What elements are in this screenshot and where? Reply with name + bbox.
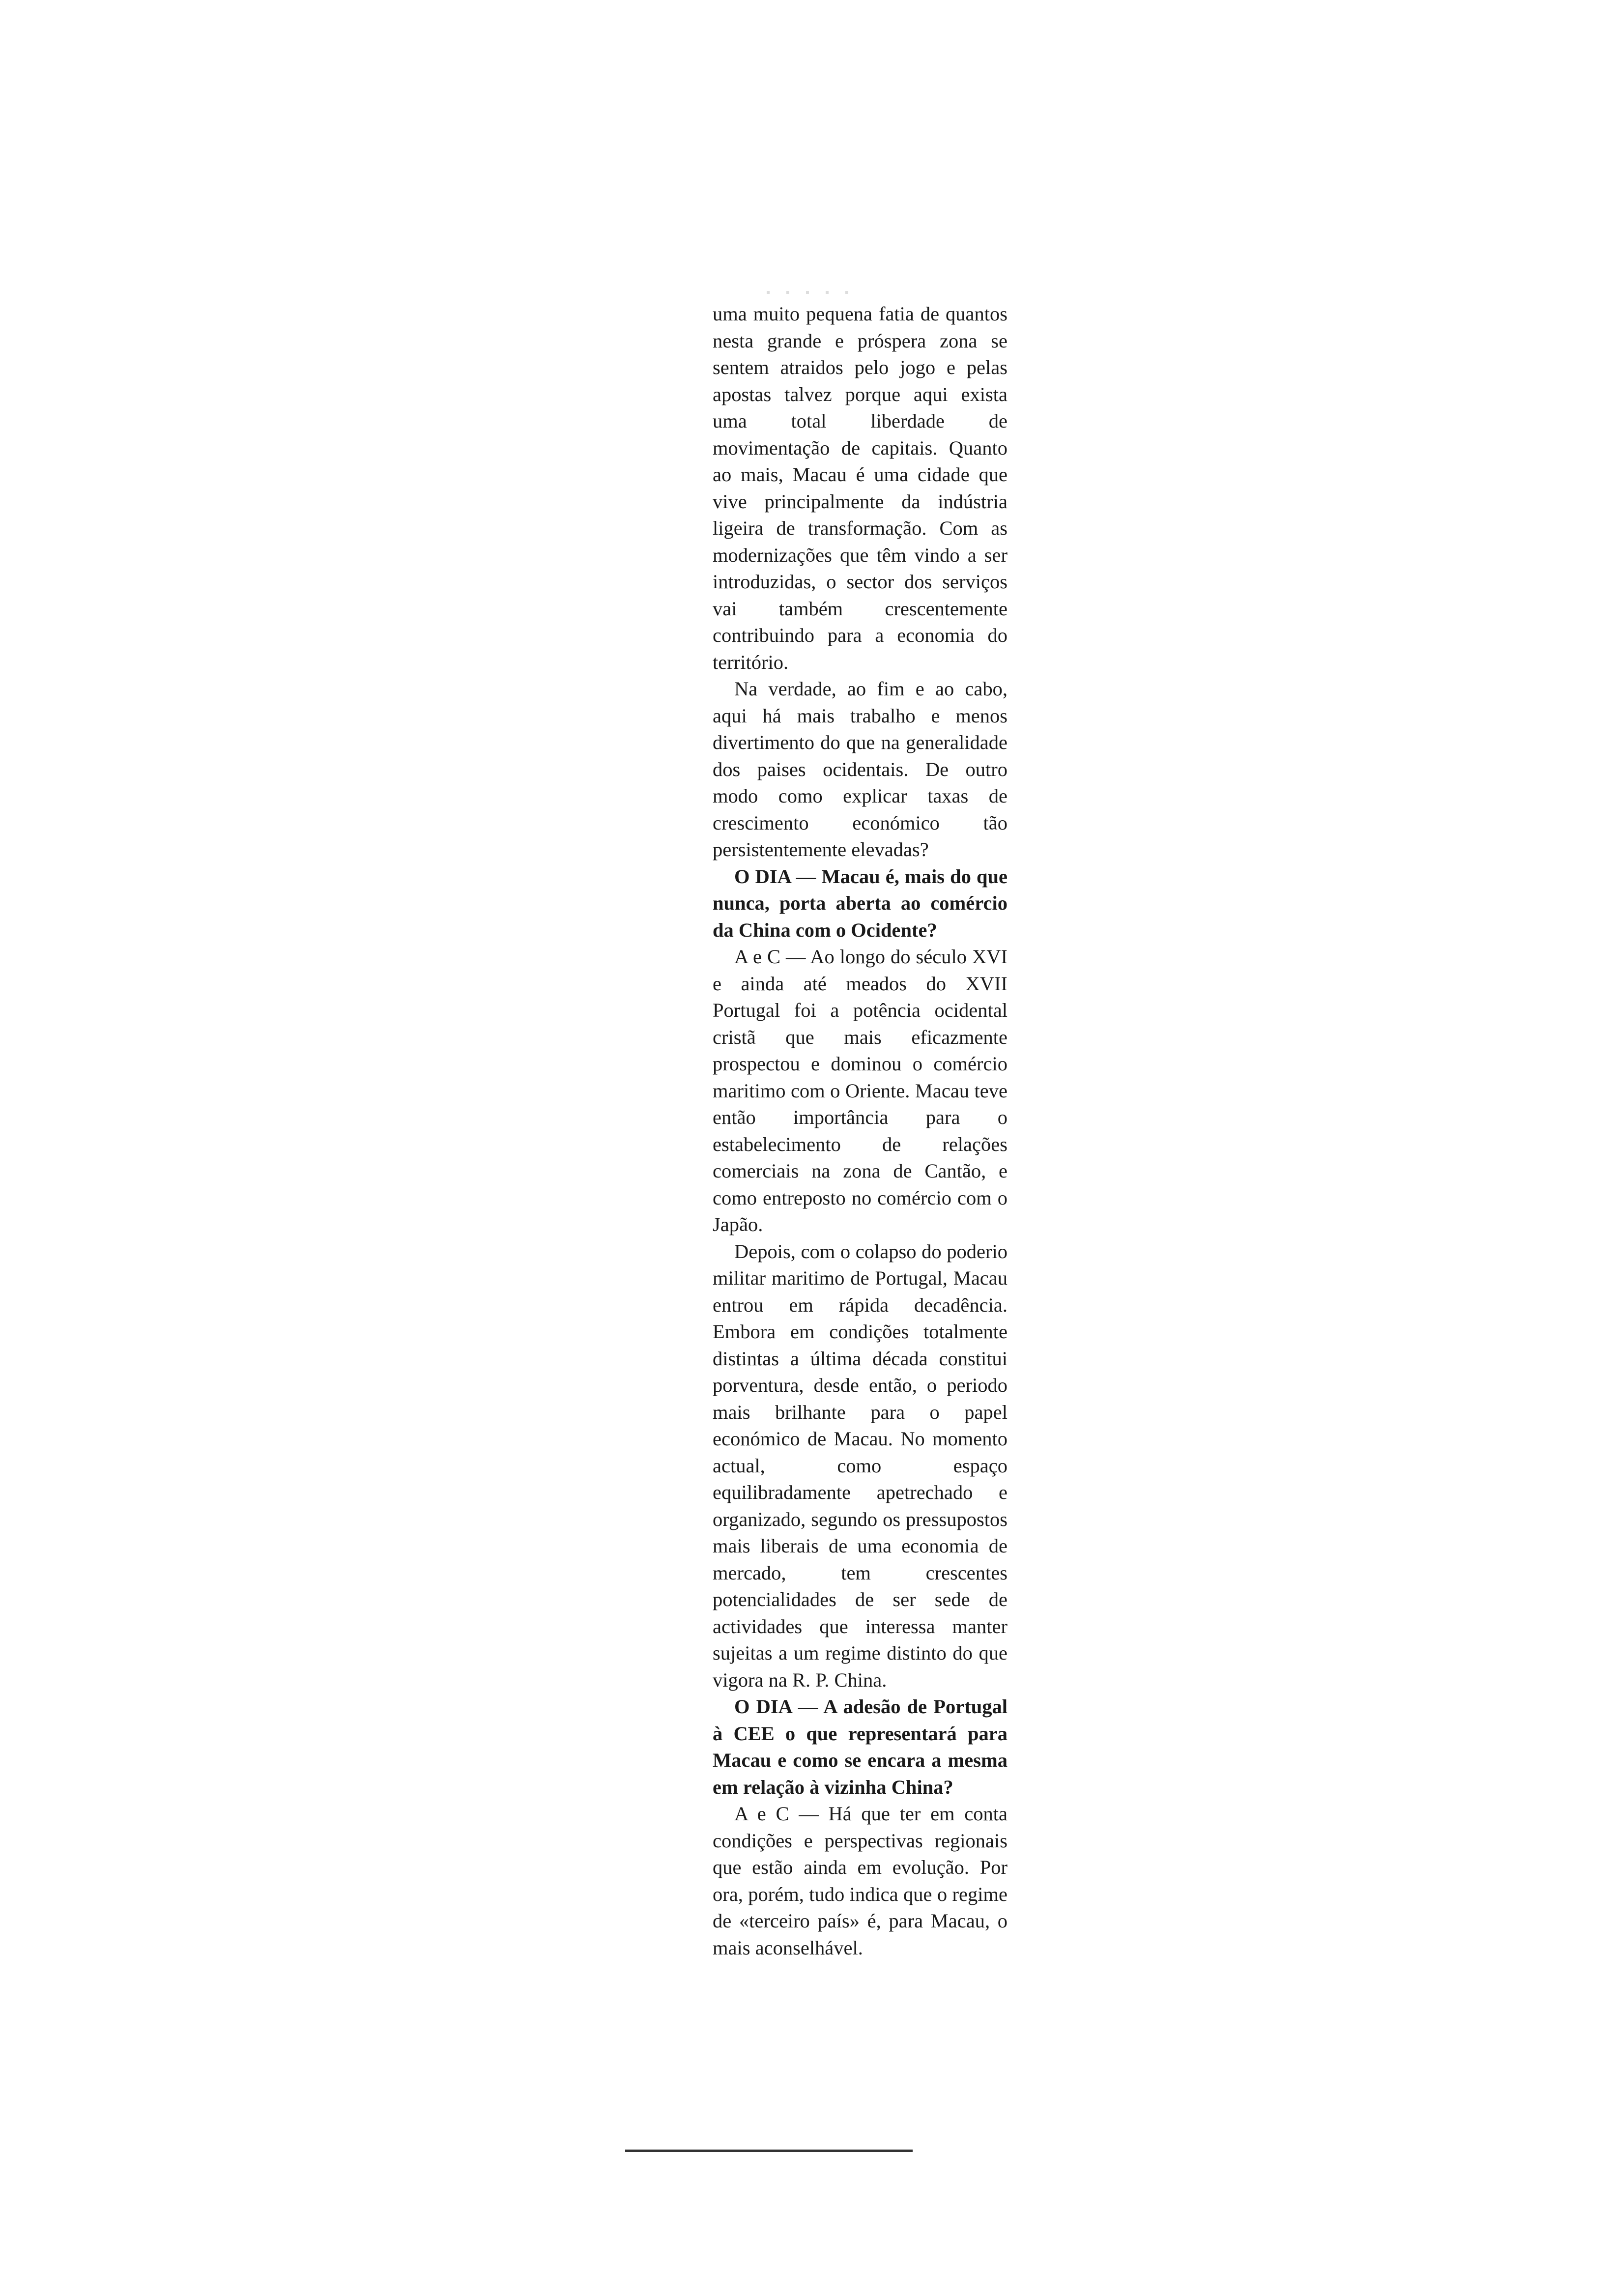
interview-question: O DIA — A adesão de Portugal à CEE o que representará para Macau e como se encara a mesma em relação à vizinha China? xyxy=(713,1695,1008,1798)
interview-answer: A e C — Ao longo do século XVI e ainda até meados do XVII Portugal foi a potência ocidental cristã que mais eficazmente prospectou e dominou o comércio maritimo com o Oriente. Macau teve então importância para o estabelecimento de relações comerciais na zona de Cantão, e como entreposto no comércio com o Japão. xyxy=(713,946,1008,1235)
article-paragraph: Depois, com o colapso do poderio militar maritimo de Portugal, Macau entrou em rápida decadência. Embora em condições totalmente distintas a última década constitui porventura, desde então, o periodo mais brilhante para o papel económico de Macau. No momento actual, como espaço equilibradamente apetrechado e organizado, segundo os pressupostos mais liberais de uma economia de mercado, tem crescentes potencialidades de ser sede de actividades que interessa manter sujeitas a um regime distinto do que vigora na R. P. China. xyxy=(713,1240,1008,1691)
scan-specks xyxy=(767,291,865,294)
interview-answer: A e C — Há que ter em conta condições e perspectivas regionais que estão ainda em evolução. Por ora, porém, tudo indica que o regime de «terceiro país» é, para Macau, o mais aconselhável. xyxy=(713,1803,1008,1959)
end-rule xyxy=(625,2150,913,2152)
article-column xyxy=(713,301,1008,1961)
interview-question: O DIA — Macau é, mais do que nunca, porta aberta ao comércio da China com o Ocidente? xyxy=(713,865,1008,941)
article-paragraph: uma muito pequena fatia de quantos nesta grande e próspera zona se sentem atraidos pelo jogo e pelas apostas talvez porque aqui exista uma total liberdade de movimentação de capitais. Quanto ao mais, Macau é uma cidade que vive principalmente da indústria ligeira de transformação. Com as modernizações que têm vindo a ser introduzidas, o sector dos serviços vai também crescentemente contribuindo para a economia do território. xyxy=(713,303,1008,673)
article-paragraph: Na verdade, ao fim e ao cabo, aqui há mais trabalho e menos divertimento do que na generalidade dos paises ocidentais. De outro modo como explicar taxas de crescimento económico tão persistentemente elevadas? xyxy=(713,678,1008,861)
